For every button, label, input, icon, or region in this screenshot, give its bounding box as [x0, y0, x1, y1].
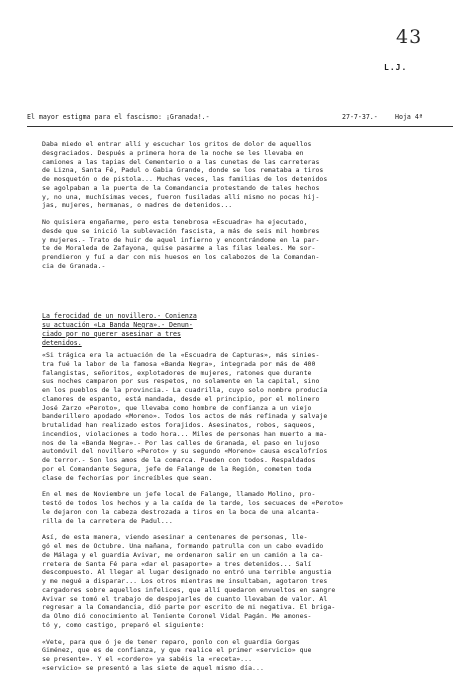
- text-line: Avivar se tomó el trabajo de despojarles de cuanto llevaban de valor. Al: [42, 594, 328, 603]
- paragraph: [42, 638, 462, 673]
- text-line: Daba miedo el entrar allí y escuchar los gritos de dolor de aquellos: [42, 140, 312, 148]
- text-line: de Málaga y el guardia Avivar, me ordenaron salir en un camión a la ca-: [42, 550, 324, 559]
- paragraph: [42, 218, 462, 271]
- header-sheet: Hoja 4ª: [395, 113, 423, 121]
- text-line: prendieron y fuí a dar con mis huesos en los calabozos de la Comandan-: [42, 253, 320, 261]
- text-line: le dejaron con la cabeza destrozada a tiros en la boca de una alcanta-: [42, 507, 320, 516]
- section-title-line: La ferocidad de un novillero.- Conienza: [42, 312, 197, 320]
- text-line: gó el mes de Octubre. Una mañana, formando patrulla con un cabo evadido: [42, 542, 324, 550]
- text-line: clamores de espanto, está mandada, desde el principio, por el molinero: [42, 394, 320, 403]
- text-line: cia de Granada.-: [42, 261, 106, 270]
- text-line: tra fué la labor de la famosa «Banda Negra», integrada por más de 400: [42, 359, 316, 368]
- text-line: en los pueblos de la provincia.- La cuadrilla, cuyo solo nombre producía: [42, 386, 328, 394]
- section-title-line: ciado por no querer asesinar a tres: [42, 329, 181, 338]
- text-line: de terror.- Son los amos de la comarca. Pueden con todos. Respaldados: [42, 456, 316, 464]
- section-title-line: detenidos.: [42, 338, 82, 347]
- author-initials: L.J.: [384, 63, 408, 72]
- section-title-line: su actuación «La Banda Negra».- Denun-: [42, 320, 193, 329]
- text-line: nos de la «Banda Negra».- Por las calles de Granada, el paso en lujoso: [42, 438, 320, 447]
- text-line: automóvil del novillero «Peroto» y su segundo «Moreno» causa escalofríos: [42, 447, 328, 456]
- text-line: José Zarzo «Peroto», que llevaba como hombre de confianza a un viejo: [42, 403, 312, 412]
- text-line: «Si trágica era la actuación de la «Escuadra de Capturas», más sinies-: [42, 351, 320, 359]
- header-title: El mayor estigma para el fascismo: ¡Granada!.-: [27, 113, 210, 121]
- paragraph: [42, 490, 462, 525]
- text-line: te de Moraleda de Zafayona, quise pasarme a las filas leales. Me sor-: [42, 244, 316, 253]
- text-line: «Vete, para que ó je de tener reparo, ponlo con el guardia Gorgas: [42, 637, 300, 646]
- text-line: y me negué a disparar... Los otros mientras me insultaban, agotaron tres: [42, 577, 328, 585]
- text-line: cargadores sobre aquellos infelices, que allí quedaron envueltos en sangre: [42, 585, 336, 594]
- text-line: brutalidad han realizado estos forajidos. Asesinatos, robos, saqueos,: [42, 421, 316, 429]
- text-line: descompuesto. Al llegar al lugar designado no entró una terrible angustia: [42, 568, 332, 577]
- section-title: [42, 312, 462, 348]
- paragraph: [42, 140, 462, 210]
- text-line: se agolpaban a la puerta de la Comandancia protestando de tales hechos: [42, 183, 320, 192]
- text-line: tó y, como castigo, preparó el siguiente:: [42, 620, 205, 629]
- text-line: da Olmo dió conocimiento al Teniente Coronel Vidal Pagán. Me amones-: [42, 612, 312, 620]
- text-line: de Lizna, Santa Fé, Padul o Gabia Grande, donde se los remataba a tiros: [42, 166, 324, 175]
- text-line: sus noches camparon por sus respetos, no solamente en la capital, sino: [42, 377, 320, 386]
- text-line: En el mes de Noviembre un jefe local de Falange, llamado Molino, pro-: [42, 490, 316, 499]
- text-line: Giménez, que es de confianza, y que realice el primer «servicio» que: [42, 646, 312, 655]
- body-text: [42, 351, 462, 673]
- text-line: clase de fechorías por increíbles que sean.: [42, 473, 213, 482]
- text-line: y, no una, muchísimas veces, fueron fusiladas allí mismo no pocas hij-: [42, 192, 320, 201]
- text-line: testó de todos los hechos y a la caída de la tarde, los secuaces de «Peroto»: [42, 499, 344, 507]
- text-line: y mujeres.- Trato de huir de aquel infierno y encontrándome en la par-: [42, 235, 320, 244]
- text-line: desde que se inició la sublevación fascista, a más de seis mil hombres: [42, 226, 320, 235]
- text-line: Así, de esta manera, viendo asesinar a centenares de personas, lle-: [42, 533, 308, 542]
- text-line: de mosquetón o de pistola... Muchas veces, las familias de los detenidos: [42, 175, 328, 183]
- text-line: regresar a la Comandancia, dió parte por escrito de mi negativa. El briga-: [42, 603, 336, 612]
- header-rule: [27, 126, 453, 127]
- text-line: camiones a las tapias del Cementerio o a las cunetas de las carreteras: [42, 157, 320, 166]
- document-header: [27, 113, 467, 125]
- text-line: jas, mujeres, hermanas, o madres de detenidos...: [42, 201, 233, 210]
- text-line: por el Comandante Segura, jefe de Falange de la Región, cometen toda: [42, 464, 312, 473]
- text-line: No quisiera engañarme, pero esta tenebrosa «Escuadra» ha ejecutado,: [42, 218, 308, 226]
- text-line: «servicio» se presentó a las siete de aquel mismo día...: [42, 663, 264, 672]
- text-line: rretera de Santa Fé para «dar el pasaporte» a tres detenidos... Salí: [42, 559, 312, 568]
- paragraph: [42, 351, 462, 482]
- page-number: 43: [396, 26, 423, 48]
- text-line: incendios, violaciones a todo hora... Miles de personas han muerto a ma-: [42, 429, 328, 438]
- text-line: banderillero apodado «Moreno». Todos los actos de más refinada y salvaje: [42, 412, 328, 421]
- text-line: rilla de la carretera de Padul...: [42, 516, 173, 525]
- text-line: falangistas, señoritos, explotadores de mujeres, ratones que durante: [42, 368, 312, 377]
- paragraph: [42, 533, 462, 629]
- text-line: se presente». Y el «cordero» ya sabéis la «receta»...: [42, 655, 253, 663]
- text-line: desgraciados. Después a primera hora de la noche se les llevaba en: [42, 148, 304, 157]
- header-date: 27-7-37.-: [342, 113, 378, 121]
- intro-text: [42, 140, 462, 271]
